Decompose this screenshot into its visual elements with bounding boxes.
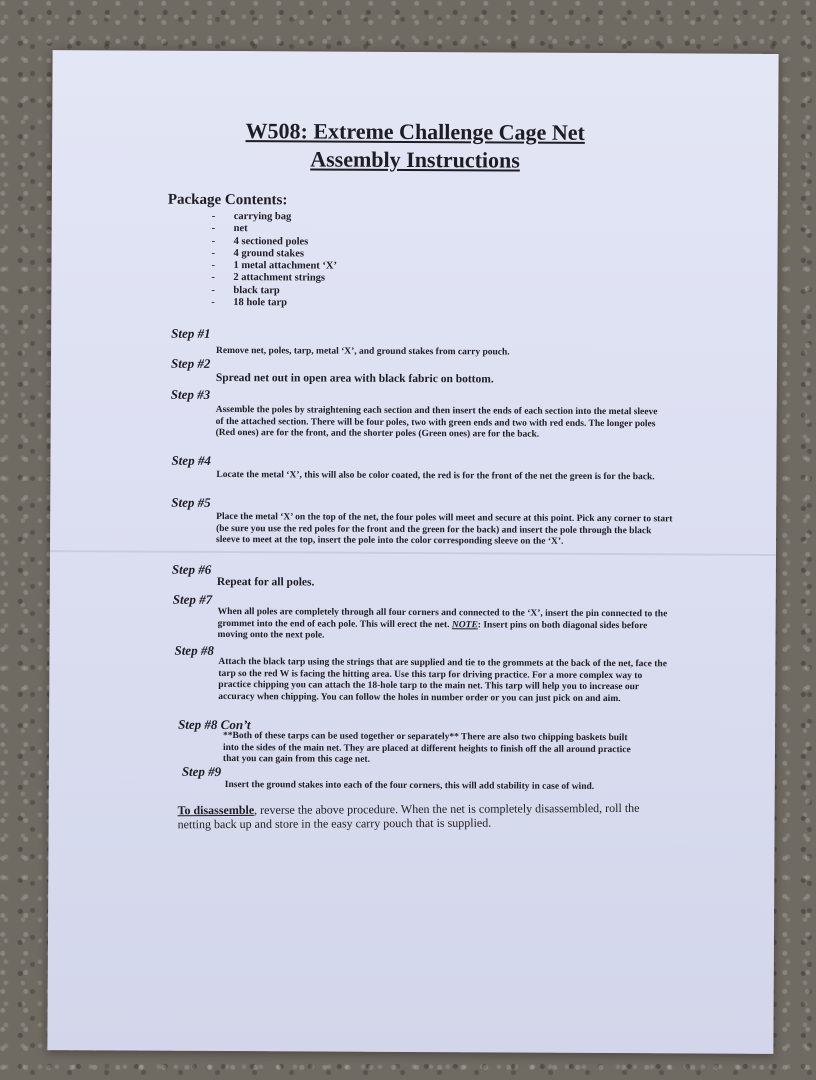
step-8-text: Attach the black tarp using the strings that are supplied and tie to the grommets at the back of the net, face the tarp so the red W is facing the hitting area. Use this tarp for driving practice. For a more complex way to practice chipping you can attach the 18-hole tarp to the main net. This tarp will help you to increase our accuracy when chipping. You can follow the holes in number order or you can just pick on and aim.	[218, 656, 667, 704]
step-7-text: When all poles are completely through all four corners and connected to the ‘X’, insert the pin connected to the grommet into the end of each pole. This will erect the net. NOTE: Insert pins on both diagonal sides before moving onto the next pole.	[217, 606, 668, 641]
step-2-label: Step #2	[170, 355, 211, 371]
list-item: - black tarp	[211, 284, 280, 297]
instruction-sheet	[47, 50, 778, 1054]
list-item: - 18 hole tarp	[211, 297, 288, 309]
title-line-2: Assembly Instructions	[310, 146, 520, 173]
step-3-text: Assemble the poles by straightening each section and then insert the ends of each section into the metal sleeve of the attached section. There will be four poles, two with green ends and two with red ends. The longer poles (Red ones) are for the front, and the shorter poles (Green ones) are for the back.	[215, 404, 658, 440]
step-1-text: Remove net, poles, tarp, metal ‘X’, and ground stakes from carry pouch.	[216, 345, 510, 358]
step-1-label: Step #1	[171, 325, 211, 341]
list-item: - 4 sectioned poles	[211, 235, 309, 248]
step-9-label: Step #9	[181, 763, 222, 779]
list-item: - 2 attachment strings	[211, 272, 326, 285]
step-3-label: Step #3	[170, 386, 211, 402]
step-9-text: Insert the ground stakes into each of the four corners, this will add stability in case of wind.	[224, 780, 595, 792]
step-6-label: Step #6	[171, 561, 212, 577]
title-line-1: W508: Extreme Challenge Cage Net	[245, 118, 585, 145]
step-5-text: Place the metal ‘X’ on the top of the net, the four poles will meet and secure at this point. Pick any corner to start (be sure you use the red poles for the front and the green for the back) and insert the pole through the black sleeve to meet at the top, insert the pole into the color corresponding sleeve on the ‘X’.	[216, 511, 673, 547]
list-item: - net	[211, 223, 248, 235]
step-2-text: Spread net out in open area with black fabric on bottom.	[215, 371, 494, 386]
step-4-text: Locate the metal ‘X’, this will also be color coated, the red is for the front of the net the green is for the back.	[216, 469, 655, 483]
step-8-cont-text: **Both of these tarps can be used together or separately** There are also two chipping baskets built into the sides of the main net. They are placed at different heights to finish off the all around practice that you can gain from this cage net.	[222, 731, 631, 765]
document-title	[52, 116, 778, 176]
step-6-text: Repeat for all poles.	[216, 575, 315, 589]
list-item: - carrying bag	[211, 210, 292, 223]
package-contents-list	[211, 211, 337, 310]
package-contents-heading: Package Contents:	[167, 191, 288, 209]
paper-fold	[50, 550, 776, 556]
step-4-label: Step #4	[171, 452, 211, 468]
step-7-label: Step #7	[172, 591, 213, 607]
list-item: - 4 ground stakes	[211, 247, 305, 260]
step-8-label: Step #8	[174, 642, 214, 658]
step-5-label: Step #5	[171, 494, 211, 510]
disassemble-lead: To disassemble	[177, 802, 255, 818]
step-8-cont-label: Step #8 Con’t	[178, 716, 251, 733]
note-label: NOTE	[451, 619, 478, 630]
list-item: - 1 metal attachment ‘X’	[211, 260, 338, 272]
disassemble-paragraph: To disassemble, reverse the above procedure. When the net is completely disassembled, roll the netting back up and store in the easy carry pouch that is supplied.	[177, 800, 640, 832]
